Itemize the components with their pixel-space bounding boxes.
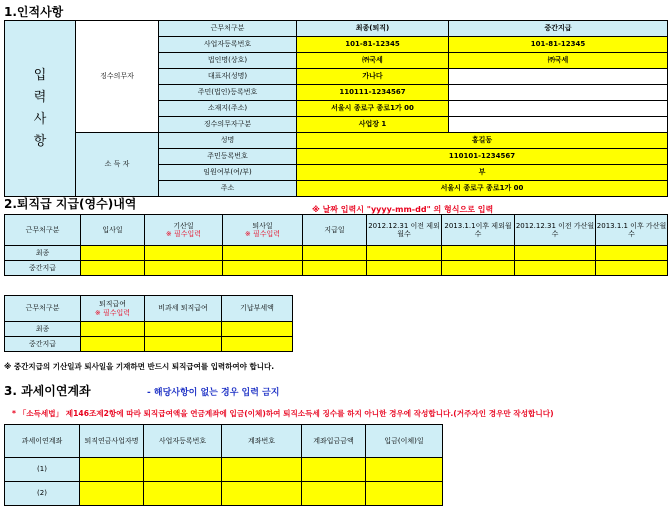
retirement-pay-table <box>4 295 293 352</box>
header-cell: 2012.12.31 이전 가산월수 <box>515 215 596 246</box>
input-cell[interactable] <box>145 337 222 352</box>
payer-ceo-final-input[interactable]: 가나다 <box>297 69 449 85</box>
input-cell[interactable] <box>222 337 293 352</box>
interim-header: 중간지급 <box>449 21 668 37</box>
no-input-note: - 해당사항이 없는 경우 입력 금지 <box>147 388 280 398</box>
employee-officer-input[interactable]: 부 <box>297 165 668 181</box>
input-cell[interactable] <box>367 246 442 261</box>
final-header: 최종(퇴직) <box>297 21 449 37</box>
input-cell[interactable] <box>302 482 366 506</box>
input-cell[interactable] <box>81 261 145 276</box>
input-cell[interactable] <box>145 261 223 276</box>
header-cell: 2012.12.31 이전 제외월수 <box>367 215 442 246</box>
retire-date-header: 퇴사일 ※ 필수입력 <box>223 215 303 246</box>
field-label: 사업자등록번호 <box>159 37 297 53</box>
header-cell: 지급일 <box>303 215 367 246</box>
field-label: 주민등록번호 <box>159 149 297 165</box>
header-cell: 계좌입금금액 <box>302 425 366 458</box>
row-label: 최종 <box>5 322 81 337</box>
field-label: 대표자(성명) <box>159 69 297 85</box>
field-label: 성명 <box>159 133 297 149</box>
interim-payment-footnote: ※ 중간지급의 기산일과 퇴사일을 기재하면 반드시 퇴직급여를 입력하여야 합니다. <box>4 362 275 371</box>
section2-title: 2.퇴직급 지급(영수)내역 <box>4 197 137 211</box>
input-cell[interactable] <box>515 261 596 276</box>
start-date-header: 기산일 ※ 필수입력 <box>145 215 223 246</box>
header-cell: 근무처구분 <box>5 215 81 246</box>
input-cell[interactable] <box>367 261 442 276</box>
input-cell[interactable] <box>81 246 145 261</box>
header-cell: 비과세 퇴직급여 <box>145 296 222 322</box>
payer-type-final-input[interactable]: 사업장 1 <box>297 117 449 133</box>
input-cell[interactable] <box>222 322 293 337</box>
header-cell: 퇴직연금사업자명 <box>80 425 144 458</box>
input-cell[interactable] <box>81 322 145 337</box>
input-cell[interactable] <box>596 246 668 261</box>
field-label: 임원여부(여/부) <box>159 165 297 181</box>
input-cell[interactable] <box>366 482 443 506</box>
header-cell: 과세이연계좌 <box>5 425 80 458</box>
input-cell[interactable] <box>81 337 145 352</box>
section1-title: 1.인적사항 <box>4 5 64 19</box>
payer-type-interim-cell <box>449 117 668 133</box>
retirement-pay-header: 퇴직급여 ※ 필수입력 <box>81 296 145 322</box>
row-label: 중간지급 <box>5 337 81 352</box>
field-label: 주소 <box>159 181 297 197</box>
employee-regno-input[interactable]: 110101-1234567 <box>297 149 668 165</box>
row-label: 중간지급 <box>5 261 81 276</box>
input-cell[interactable] <box>145 246 223 261</box>
payer-address-final-input[interactable]: 서울시 종로구 종로1가 00 <box>297 101 449 117</box>
employee-label: 소 득 자 <box>76 133 159 197</box>
section3-title: 3. 과세이연계좌 <box>4 384 91 398</box>
header-cell: 2013.1.1이후 제외월수 <box>442 215 515 246</box>
header-cell: 계좌번호 <box>222 425 302 458</box>
field-label: 징수의무자구분 <box>159 117 297 133</box>
payer-corpname-final-input[interactable]: ㈜국세 <box>297 53 449 69</box>
input-cell[interactable] <box>596 261 668 276</box>
row-label: 최종 <box>5 246 81 261</box>
field-label: 소재지(주소) <box>159 101 297 117</box>
date-format-note: ※ 날짜 입력시 "yyyy-mm-dd" 의 형식으로 입력 <box>312 205 494 214</box>
deferred-account-table <box>4 424 443 506</box>
employee-address-input[interactable]: 서울시 종로구 종로1가 00 <box>297 181 668 197</box>
input-cell[interactable] <box>302 458 366 482</box>
input-cell[interactable] <box>366 458 443 482</box>
input-cell[interactable] <box>303 246 367 261</box>
header-cell: 근무처구분 <box>5 296 81 322</box>
input-cell[interactable] <box>442 246 515 261</box>
input-cell[interactable] <box>223 261 303 276</box>
payer-address-interim-cell <box>449 101 668 117</box>
field-label: 법인명(상호) <box>159 53 297 69</box>
input-cell[interactable] <box>80 482 144 506</box>
input-cell[interactable] <box>515 246 596 261</box>
input-cell[interactable] <box>442 261 515 276</box>
input-cell[interactable] <box>145 322 222 337</box>
input-cell[interactable] <box>222 482 302 506</box>
input-section-label: 입 력 사 항 <box>5 21 76 197</box>
retirement-dates-table <box>4 214 668 276</box>
row-label: (2) <box>5 482 80 506</box>
header-cell: 2013.1.1 이후 가산월수 <box>596 215 668 246</box>
row-label: (1) <box>5 458 80 482</box>
header-cell: 기납부세액 <box>222 296 293 322</box>
field-label: 주민(법인)등록번호 <box>159 85 297 101</box>
workplace-type-header: 근무처구분 <box>159 21 297 37</box>
input-cell[interactable] <box>303 261 367 276</box>
input-cell[interactable] <box>144 458 222 482</box>
input-cell[interactable] <box>80 458 144 482</box>
header-cell: 사업자등록번호 <box>144 425 222 458</box>
payer-bizno-interim-input[interactable]: 101-81-12345 <box>449 37 668 53</box>
header-cell: 입사일 <box>81 215 145 246</box>
payer-regno-interim-cell <box>449 85 668 101</box>
payer-corpname-interim-input[interactable]: ㈜국세 <box>449 53 668 69</box>
payer-label: 징수의무자 <box>76 21 159 133</box>
payer-bizno-final-input[interactable]: 101-81-12345 <box>297 37 449 53</box>
header-cell: 입금(이체)일 <box>366 425 443 458</box>
input-cell[interactable] <box>223 246 303 261</box>
payer-ceo-interim-cell <box>449 69 668 85</box>
tax-law-note: * 「소득세법」 제146조제2항에 따라 퇴직급여액을 연금계좌에 입금(이체)하여 퇴직소득세 징수를 하지 아니한 경우에 작성합니다.(거주자인 경우만 작성합니다) <box>12 409 554 418</box>
input-cell[interactable] <box>222 458 302 482</box>
employee-name-input[interactable]: 홍길동 <box>297 133 668 149</box>
payer-regno-final-input[interactable]: 110111-1234567 <box>297 85 449 101</box>
input-cell[interactable] <box>144 482 222 506</box>
personal-info-table <box>4 20 668 197</box>
